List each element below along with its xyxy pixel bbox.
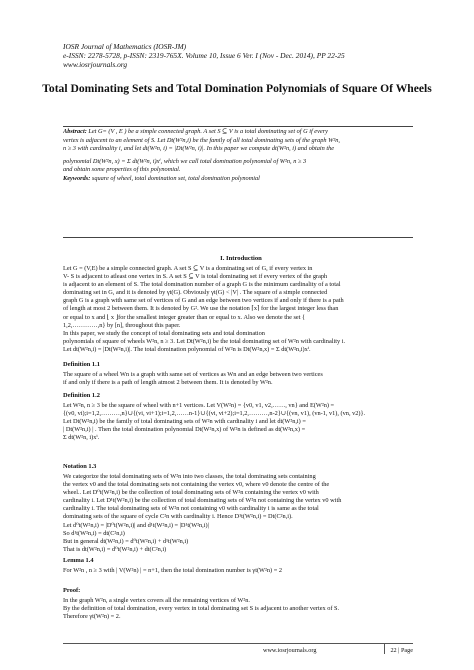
definition-1-1-text: The square of a wheel Wn is a graph with same set of vertices as Wn and an edge between two vertices if and only if there is a path of length atmost 2 between them. It is denoted by W²n. bbox=[63, 371, 323, 387]
proof-text: In the graph W²n, a single vertex covers all the remaining vertices of W²n. By the definition of total domination, every vertex in total dominating set S is adjacent to another vertex of S. Therefore γt(W²n) = 2. bbox=[63, 597, 340, 621]
paper-title: Total Dominating Sets and Total Domination Polynomials of Square Of Wheels bbox=[42, 82, 432, 95]
page-number: 22 | Page bbox=[390, 647, 413, 654]
abstract-label: Abstract: bbox=[63, 128, 87, 135]
footer-divider bbox=[384, 644, 385, 654]
abstract-line: Abstract: Let G= (V , E ) be a simple connected graph. A set S ⊆ V is a total dominating set of G if every bbox=[63, 128, 328, 135]
issn-line: e-ISSN: 2278-5728, p-ISSN: 2319-765X. Volume 10, Issue 6 Ver. I (Nov - Dec. 2014), PP 22-25 bbox=[63, 51, 345, 60]
lemma-1-4-heading: Lemma 1.4 bbox=[63, 557, 94, 564]
proof-heading: Proof: bbox=[63, 587, 81, 594]
abstract-line: n ≥ 3 with cardinality i, and let dt(W²n, i) = |Dt(W²n, i)|. In this paper we compute dt(W²n, i) and obtain the bbox=[63, 145, 335, 153]
lemma-1-4-text: For W²n , n ≥ 3 with | V(W²n) | = n+1, then the total domination number is γt(W²n) = 2 bbox=[63, 567, 282, 574]
definition-1-2-heading: Definition 1.2 bbox=[63, 392, 100, 399]
abstract-line: vertex is adjacent to an element of S. Let Dt(W²n,i) be the family of all total dominating sets of the graph W²n, bbox=[63, 136, 340, 144]
abstract bbox=[63, 128, 413, 184]
notation-1-3-text: We categorize the total dominating sets of W²n into two classes, the total dominating sets containing the vertex v0 and the total dominating sets not containing the vertex v0, where v0 denote the centre of the wheel.. Let D⁰t(W²n,i) be the collection of total dominating sets of W²n containing the vertex v0 with cardinality i. Let D¹t(W²n,i) be the collection of total dominating sets of W²n not containing the vertex v0 with cardinality i. The total dominating sets of W²n not containing v0 with cardinality i is same as the total dominating sets of the square of cycle C²n with cardinality i. Hence D¹t(W²n,i) = Dt(C²n,i). Let d⁰t(W²n,i) = |D⁰t(W²n,i)| and d¹t(W²n,i) = |D¹t(W²n,i)| So d¹t(W²n,i) = dt(C²n,i) But in general dt(W²n,i) = d⁰t(W²n,i) + d¹t(W²n,i) That is dt(W²n,i) = d⁰t(W²n,i) + dt(C²n,i) bbox=[63, 473, 342, 553]
abstract-line: and obtain some properties of this polynomial. bbox=[63, 166, 181, 174]
journal-name: IOSR Journal of Mathematics (IOSR-JM) bbox=[63, 42, 187, 51]
abstract-line: polynomial Dt(W²n, x) = Σ dt(W²n, i)xⁱ, which we call total domination polynomial of W²n, n ≥ 3 bbox=[63, 157, 307, 165]
page-footer bbox=[63, 643, 413, 656]
journal-website: www.iosrjournals.org bbox=[63, 60, 128, 69]
definition-1-2-text: Let W²n, n ≥ 3 be the square of wheel with n+1 vertices. Let V(W²n) = {v0, v1, v2,……, vn} and E(W²n) = {(v0, vi);i=1,2,………,n}∪{(vi, vi+1);i=1,2,……n-1}∪{(vi, vi+2);i=1,2,………,n-2}∪{(vn, v1), (vn-1, v1), (vn, v2)}. Let Dt(W²n,i) be the family of total dominating sets of W²n with cardinality i and let dt(W²n,i) = | Dt(W²n,i) | . Then the total domination polynomial Dt(W²n,x) of W²n is defined as dt(W²n,x) = Σ dt(W²n, i)xⁱ. bbox=[63, 402, 366, 442]
definition-1-1-heading: Definition 1.1 bbox=[63, 361, 100, 368]
introduction-text: Let G = (V,E) be a simple connected graph. A set S ⊆ V is a dominating set of G, if every vertex in V- S is adjacent to atleast one vertex in S. A set S ⊆ V is total dominating set if every vertex of the graph is adjacent to an element of S. The total domination number of a graph G is the minimum cardinality of a total dominating set in G, and it is denoted by γt(G). Obviously γt(G) < |V| . The square of a simple connected graph G is a graph with same set of vertices of G and an edge between two vertices if and only if there is a path of length at most 2 between them. It is denoted by G². We use the notation ⌈x⌉ for the largest integer less than or equal to x and ⌊ x ⌋for the smallest integer greater than or equal to x. Also we denote the set { 1,2,…………,n} by [n], throughout this paper. In this paper, we study the concept of total dominating sets and total domination polynomials of square of wheels W²n, n ≥ 3. Let Dt(W²n,i) be the total dominating set of W²n with cardinality i. Let dt(W²n,i) = |Dt(W²n,i)|. The total domination polynomial of W²n is Dt(W²n,x) = Σ dt(W²n,i)xⁱ. bbox=[63, 265, 346, 353]
footer-website: www.iosrjournals.org bbox=[263, 647, 317, 654]
keywords-label: Keywords: bbox=[63, 174, 91, 182]
section-heading-introduction: I. Introduction bbox=[220, 255, 262, 262]
notation-1-3-heading: Notation 1.3 bbox=[63, 463, 97, 470]
keywords: Keywords: square of wheel, total domination set, total domination polynomial bbox=[63, 174, 260, 182]
